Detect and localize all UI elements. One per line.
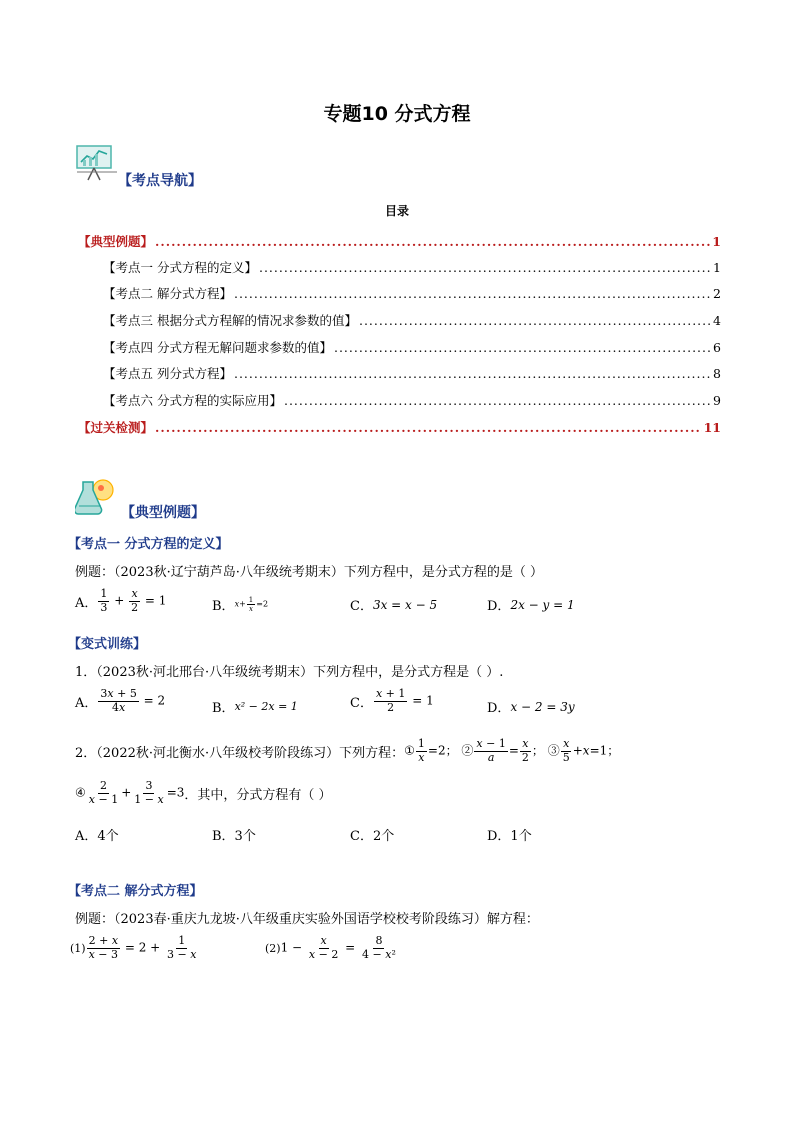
kp2-heading: 【考点二 解分式方程】 bbox=[68, 884, 203, 899]
toc-row-label: 【考点四 分式方程无解问题求参数的值】 bbox=[103, 340, 332, 355]
q2-tail: ．其中，分式方程有（ ） bbox=[184, 787, 332, 803]
q1-option-d: D． x − 2 = 3y bbox=[487, 699, 575, 716]
toc-row-label: 【典型例题】 bbox=[78, 234, 154, 249]
toc-row-page: 1 bbox=[712, 234, 721, 249]
kp1-option-a: A． $\frac{1}{3}$ + $\frac{x}{2}$ = 1 bbox=[75, 587, 167, 614]
toc-row-label: 【考点五 列分式方程】 bbox=[103, 366, 232, 381]
q1-option-a: A． $\frac{3x + 5}{4x}$ = 2 bbox=[75, 687, 166, 714]
toc-leader-dots bbox=[284, 393, 711, 408]
q2-line: 2．（2022秋·河北衡水·八年级校考阶段练习）下列方程： ① $\frac{1}{x}$ =2； ② $\frac{x - 1}{a}$ = $\frac{x}{2}$ ； ③ $\frac{x}{5}$ +x=1； bbox=[75, 737, 620, 764]
q1-option-b: B． x² − 2x = 1 bbox=[212, 700, 298, 716]
kp2-example-text: 例题：（2023春·重庆九龙坡·八年级重庆实验外国语学校校考阶段练习）解方程： bbox=[75, 912, 539, 927]
toc-row[interactable] bbox=[78, 311, 721, 329]
toc-row-label: 【考点一 分式方程的定义】 bbox=[103, 260, 257, 275]
toc-row[interactable] bbox=[78, 232, 721, 250]
option-letter: A． bbox=[75, 595, 98, 611]
toc-row-page: 4 bbox=[713, 313, 721, 328]
toc-heading: 目录 bbox=[384, 204, 409, 218]
toc-leader-dots bbox=[334, 340, 711, 355]
toc-row-page: 8 bbox=[713, 366, 721, 381]
toc-row[interactable] bbox=[78, 364, 721, 382]
toc-row-label: 【考点二 解分式方程】 bbox=[103, 286, 232, 301]
kp2-problem-1: (1) $\frac{2 + x}{x - 3}$ = 2 + $\frac{1}{3 - x}$ bbox=[70, 934, 197, 961]
q2-option-d: D．1个 bbox=[487, 829, 532, 844]
toc-leader-dots bbox=[155, 420, 702, 435]
toc-row[interactable] bbox=[78, 391, 721, 409]
toc-row[interactable] bbox=[78, 284, 721, 302]
toc-row[interactable] bbox=[78, 418, 721, 436]
kp1-example-text: 例题：（2023秋·辽宁葫芦岛·八年级统考期末）下列方程中，是分式方程的是（ ） bbox=[75, 565, 543, 580]
toc-row-page: 1 bbox=[713, 260, 721, 275]
page-title: 专题10 分式方程 bbox=[323, 103, 471, 125]
toc-leader-dots bbox=[155, 234, 710, 249]
toc-leader-dots bbox=[234, 366, 711, 381]
easel-chart-icon bbox=[75, 142, 119, 182]
kp1-option-b: B． x+ $\frac{1}{x}$ =2 bbox=[212, 595, 269, 614]
kp1-option-d: D． 2x − y = 1 bbox=[487, 597, 575, 614]
toc-leader-dots bbox=[359, 313, 711, 328]
q2-line-2: ④ $\frac{2}{x - 1}$ + $\frac{3}{1 - x}$ =3 ．其中，分式方程有（ ） bbox=[75, 779, 332, 806]
q1-text: 1．（2023秋·河北邢台·八年级统考期末）下列方程中，是分式方程是（ ）. bbox=[75, 665, 504, 680]
toc-leader-dots bbox=[259, 260, 711, 275]
variant-heading: 【变式训练】 bbox=[68, 637, 147, 652]
kp1-option-c: C． 3x = x − 5 bbox=[350, 597, 438, 614]
q2-option-b: B．3个 bbox=[212, 829, 256, 844]
toc-row-page: 11 bbox=[703, 420, 721, 435]
toc-leader-dots bbox=[234, 286, 711, 301]
kp1-heading: 【考点一 分式方程的定义】 bbox=[68, 537, 229, 552]
toc-row-page: 6 bbox=[713, 340, 721, 355]
nav-section-header: 【考点导航】 bbox=[118, 173, 202, 189]
toc-row-page: 2 bbox=[713, 286, 721, 301]
toc-row[interactable] bbox=[78, 258, 721, 276]
toc-row-page: 9 bbox=[713, 393, 721, 408]
examples-section-header: 【典型例题】 bbox=[121, 505, 205, 521]
toc-row-label: 【考点三 根据分式方程解的情况求参数的值】 bbox=[103, 313, 357, 328]
flask-icon bbox=[75, 476, 119, 516]
kp2-problem-2: (2) 1 − $\frac{x}{x - 2}$ = $\frac{8}{\text{4 − x²}}$ bbox=[265, 934, 396, 961]
toc-row-label: 【过关检测】 bbox=[78, 420, 154, 435]
q2-option-a: A．4个 bbox=[75, 829, 119, 844]
toc-row-label: 【考点六 分式方程的实际应用】 bbox=[103, 393, 282, 408]
q1-option-c: C． $\frac{x + 1}{2}$ = 1 bbox=[350, 687, 434, 714]
q2-option-c: C．2个 bbox=[350, 829, 395, 844]
q2-text: 2．（2022秋·河北衡水·八年级校考阶段练习）下列方程： bbox=[75, 745, 405, 761]
toc-row[interactable] bbox=[78, 338, 721, 356]
